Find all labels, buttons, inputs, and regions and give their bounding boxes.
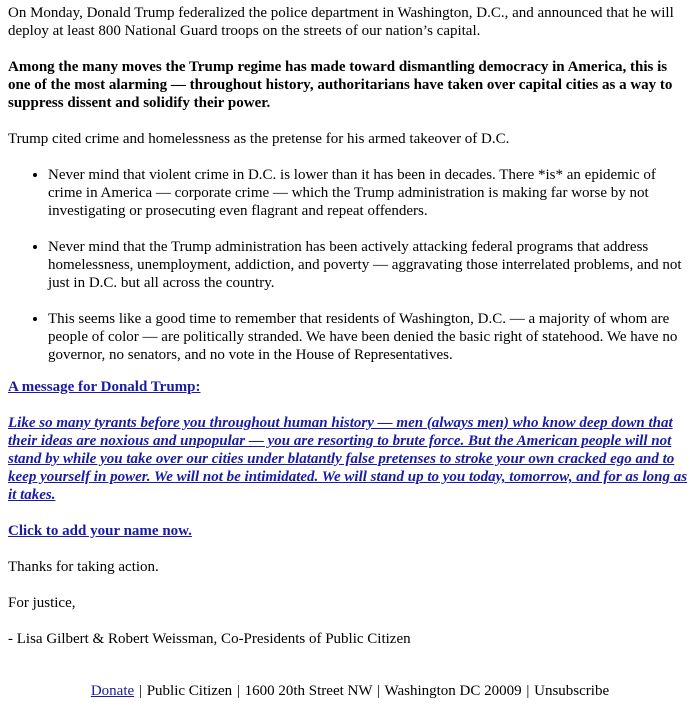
footer-address: 1600 20th Street NW <box>244 683 373 699</box>
list-item: • Never mind that the Trump administration has been actively attacking federal programs that address homelessness, unemployment, addiction, and poverty — aggravating those interrelated problems, and not just in D.C. but all across the country. <box>48 238 692 292</box>
closing-text: For justice, <box>8 595 76 611</box>
message-heading-link[interactable]: A message for Donald Trump: <box>8 379 201 395</box>
add-name-cta-link[interactable]: Click to add your name now. <box>8 523 192 539</box>
list-item: • Never mind that violent crime in D.C. is lower than it has been in decades. There *is* an epidemic of crime in America — corporate crime — which the Trump administration is making far worse by not investigating or prosecuting even flagrant and repeat offenders. <box>48 166 692 220</box>
footer-separator: | <box>236 683 240 699</box>
donate-link[interactable]: Donate <box>90 683 135 699</box>
email-footer <box>8 682 692 700</box>
list-item: • This seems like a good time to remember that residents of Washington, D.C. — a majority of whom are people of color — are politically stranded. We have been denied the basic right of statehood. We have no governor, no senators, and no vote in the House of Representatives. <box>48 310 692 364</box>
signature-text: - Lisa Gilbert & Robert Weissman, Co-Presidents of Public Citizen <box>8 631 411 647</box>
message-body-link[interactable]: Like so many tyrants before you throughout human history — men (always men) who know deep down that their ideas are noxious and unpopular — you are resorting to brute force. But the American people will not stand by while you take over our cities under blatantly false pretenses to stroke your own cracked ego and to keep yourself in power. We will not be intimidated. We will stand up to you today, tomorrow, and for as long as it takes. <box>8 415 688 503</box>
footer-separator: | <box>138 683 142 699</box>
bullet-list <box>8 166 692 364</box>
unsubscribe-link[interactable]: Unsubscribe <box>534 683 610 699</box>
pretense-paragraph: Trump cited crime and homelessness as the pretense for his armed takeover of D.C. <box>8 131 510 147</box>
footer-separator: | <box>377 683 381 699</box>
footer-city: Washington DC 20009 <box>384 683 522 699</box>
thanks-text: Thanks for taking action. <box>8 559 159 575</box>
footer-org: Public Citizen <box>146 683 233 699</box>
footer-separator: | <box>526 683 530 699</box>
intro-paragraph: On Monday, Donald Trump federalized the police department in Washington, D.C., and announced that he will deploy at least 800 National Guard troops on the streets of our nation’s capital. <box>8 5 674 39</box>
bold-statement: Among the many moves the Trump regime has made toward dismantling democracy in America, this is one of the most alarming — throughout history, authoritarians have taken over capital cities as a way to suppress dissent and solidify their power. <box>8 59 673 111</box>
